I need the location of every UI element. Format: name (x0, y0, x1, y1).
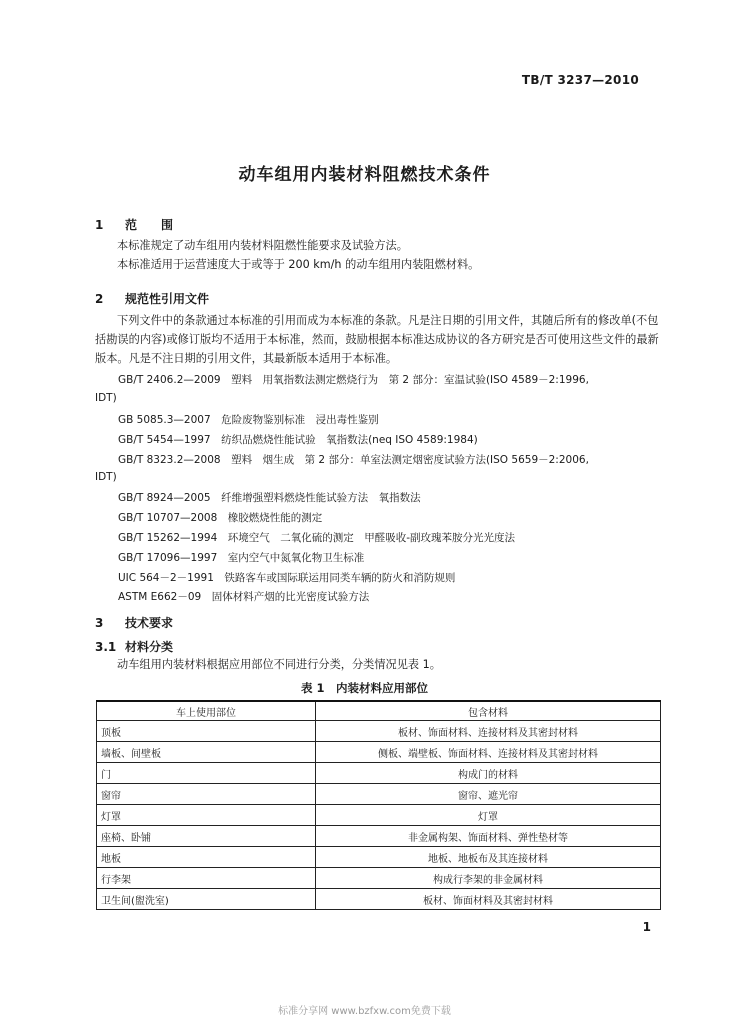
table-row (97, 763, 661, 784)
section-number: 1 (95, 218, 104, 232)
table-cell-location: 地板 (97, 847, 316, 868)
reference-item: GB/T 10707—2008 橡胶燃烧性能的测定 (118, 512, 323, 524)
reference-item: IDT) (95, 392, 117, 404)
table-cell-location: 门 (97, 763, 316, 784)
table-cell-materials: 窗帘、遮光帘 (316, 784, 661, 805)
table-cell-materials: 地板、地板布及其连接材料 (316, 847, 661, 868)
section-title: 技术要求 (125, 616, 174, 630)
section-1-paragraph: 本标准适用于运营速度大于或等于 200 km/h 的动车组用内装阻燃材料。 (117, 258, 480, 271)
table-row (97, 721, 661, 742)
reference-item: GB/T 2406.2—2009 塑料 用氧指数法测定燃烧行为 第 2 部分：室温试验(ISO 4589－2:1996, (118, 374, 589, 386)
table-cell-materials: 构成行李架的非金属材料 (316, 868, 661, 889)
reference-item: GB/T 8323.2—2008 塑料 烟生成 第 2 部分：单室法测定烟密度试验方法(ISO 5659－2:2006, (118, 454, 589, 466)
table-row (97, 847, 661, 868)
table-row (97, 805, 661, 826)
section-2-intro: 下列文件中的条款通过本标准的引用而成为本标准的条款。凡是注日期的引用文件，其随后所有的修改单(不包括勘误的内容)或修订版均不适用于本标准，然而，鼓励根据本标准达成协议的各方研究是否可使用这些文件的最新版本。凡是不注日期的引用文件，其最新版本适用于本标准。 (95, 314, 659, 365)
table-row (97, 742, 661, 763)
table-cell-location: 座椅、卧铺 (97, 826, 316, 847)
section-number: 2 (95, 292, 104, 306)
table-cell-location: 行李架 (97, 868, 316, 889)
section-number: 3 (95, 616, 104, 630)
table-header-cell: 包含材料 (316, 701, 661, 721)
table-body (97, 721, 661, 910)
table-cell-location: 墙板、间壁板 (97, 742, 316, 763)
section-title: 范 围 (125, 218, 174, 232)
table-header-row (97, 701, 661, 721)
section-2-heading (95, 290, 209, 307)
materials-table (96, 700, 661, 910)
table-cell-materials: 侧板、端壁板、饰面材料、连接材料及其密封材料 (316, 742, 661, 763)
reference-item: IDT) (95, 471, 117, 483)
reference-item: GB/T 5454—1997 纺织品燃烧性能试验 氧指数法(neq ISO 4589:1984) (118, 434, 478, 446)
subsection-3-1-text: 动车组用内装材料根据应用部位不同进行分类，分类情况见表 1。 (117, 658, 441, 671)
subsection-title: 材料分类 (125, 640, 174, 654)
table-cell-location: 顶板 (97, 721, 316, 742)
reference-item: GB/T 8924—2005 纤维增强塑料燃烧性能试验方法 氧指数法 (118, 492, 421, 504)
page-number: 1 (642, 920, 651, 934)
watermark-text: 标准分享网 www.bzfxw.com免费下载 (278, 1006, 451, 1017)
table-cell-materials: 构成门的材料 (316, 763, 661, 784)
subsection-number: 3.1 (95, 640, 117, 654)
reference-item: UIC 564－2－1991 铁路客车或国际联运用同类车辆的防火和消防规则 (118, 572, 456, 584)
document-title: 动车组用内装材料阻燃技术条件 (238, 165, 491, 185)
table-cell-location: 窗帘 (97, 784, 316, 805)
table-cell-materials: 板材、饰面材料及其密封材料 (316, 889, 661, 910)
table-cell-location: 灯罩 (97, 805, 316, 826)
section-1-heading (95, 216, 173, 233)
standard-number: TB/T 3237—2010 (521, 73, 639, 87)
reference-item: ASTM E662－09 固体材料产烟的比光密度试验方法 (118, 591, 370, 603)
reference-item: GB 5085.3—2007 危险废物鉴别标准 浸出毒性鉴别 (118, 414, 379, 426)
table-caption: 表 1 内装材料应用部位 (300, 681, 428, 695)
section-3-heading (95, 614, 173, 631)
table-row (97, 784, 661, 805)
table-row (97, 826, 661, 847)
table-row (97, 868, 661, 889)
section-1-paragraph: 本标准规定了动车组用内装材料阻燃性能要求及试验方法。 (117, 239, 408, 252)
table-row (97, 889, 661, 910)
table-header-cell: 车上使用部位 (97, 701, 316, 721)
table-cell-materials: 灯罩 (316, 805, 661, 826)
table-cell-materials: 板材、饰面材料、连接材料及其密封材料 (316, 721, 661, 742)
table-cell-materials: 非金属构架、饰面材料、弹性垫材等 (316, 826, 661, 847)
reference-item: GB/T 17096—1997 室内空气中氮氧化物卫生标准 (118, 552, 365, 564)
subsection-3-1-heading (95, 638, 173, 655)
reference-item: GB/T 15262—1994 环境空气 二氧化硫的测定 甲醛吸收-副玫瑰苯胺分光光度法 (118, 532, 516, 544)
table-cell-location: 卫生间(盥洗室) (97, 889, 316, 910)
section-title: 规范性引用文件 (125, 292, 210, 306)
